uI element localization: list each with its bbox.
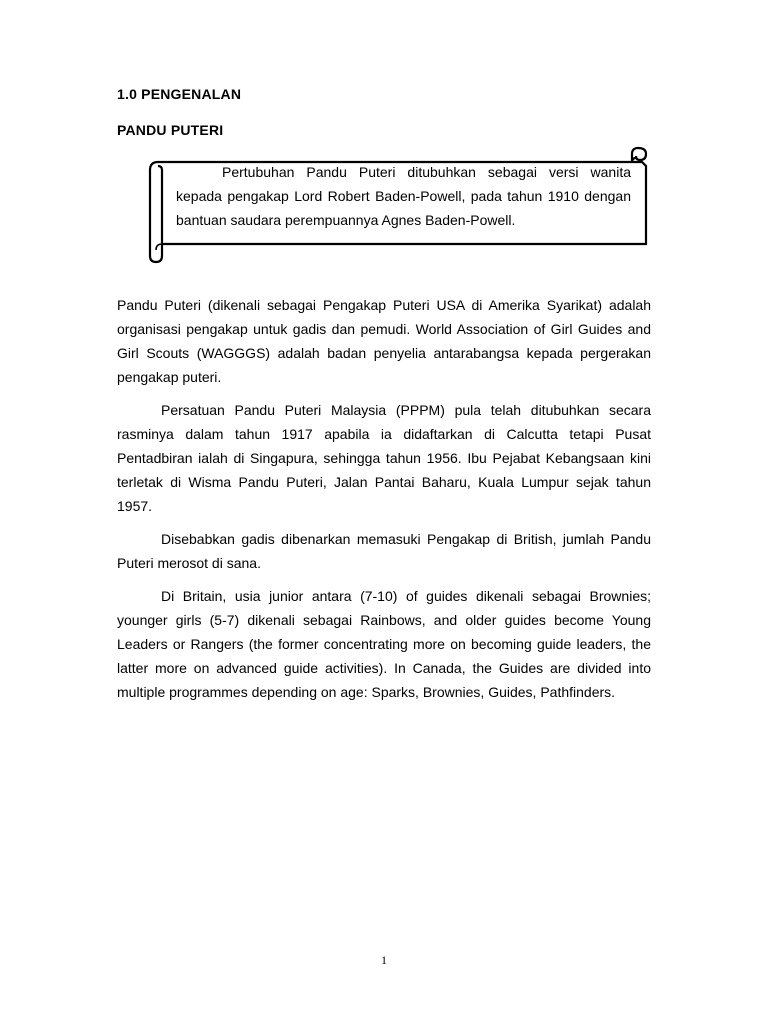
paragraph-british: Disebabkan gadis dibenarkan memasuki Pengakap di British, jumlah Pandu Puteri merosot di sana. <box>117 531 651 571</box>
scroll-callout-text: Pertubuhan Pandu Puteri ditubuhkan sebagai versi wanita kepada pengakap Lord Robert Baden-Powell, pada tahun 1910 dengan bantuan saudara perempuannya Agnes Baden-Powell. <box>176 164 631 228</box>
page-number: 1 <box>381 953 387 967</box>
section-subtitle: PANDU PUTERI <box>117 122 224 138</box>
paragraph-intro: Pandu Puteri (dikenali sebagai Pengakap Puteri USA di Amerika Syarikat) adalah organisasi pengakap untuk gadis dan pemudi. World Association of Girl Guides and Girl Scouts (WAGGGS) adalah badan penyelia antarabangsa kepada pergerakan pengakap puteri. <box>117 297 651 385</box>
paragraph-age-groups: Di Britain, usia junior antara (7-10) of guides dikenali sebagai Brownies; younger girls (5-7) dikenali sebagai Rainbows, and older guides become Young Leaders or Rangers (the former concentrating more on becoming guide leaders, the latter more on advanced guide activities). In Canada, the Guides are divided into multiple programmes depending on age: Sparks, Brownies, Guides, Pathfinders. <box>117 588 651 700</box>
section-heading: 1.0 PENGENALAN <box>117 86 242 102</box>
paragraph-pppm: Persatuan Pandu Puteri Malaysia (PPPM) pula telah ditubuhkan secara rasminya dalam tahun 1917 apabila ia didaftarkan di Calcutta tetapi Pusat Pentadbiran ialah di Singapura, sehingga tahun 1956. Ibu Pejabat Kebangsaan kini terletak di Wisma Pandu Puteri, Jalan Pantai Baharu, Kuala Lumpur sejak tahun 1957. <box>117 402 651 514</box>
scroll-callout <box>146 146 656 264</box>
